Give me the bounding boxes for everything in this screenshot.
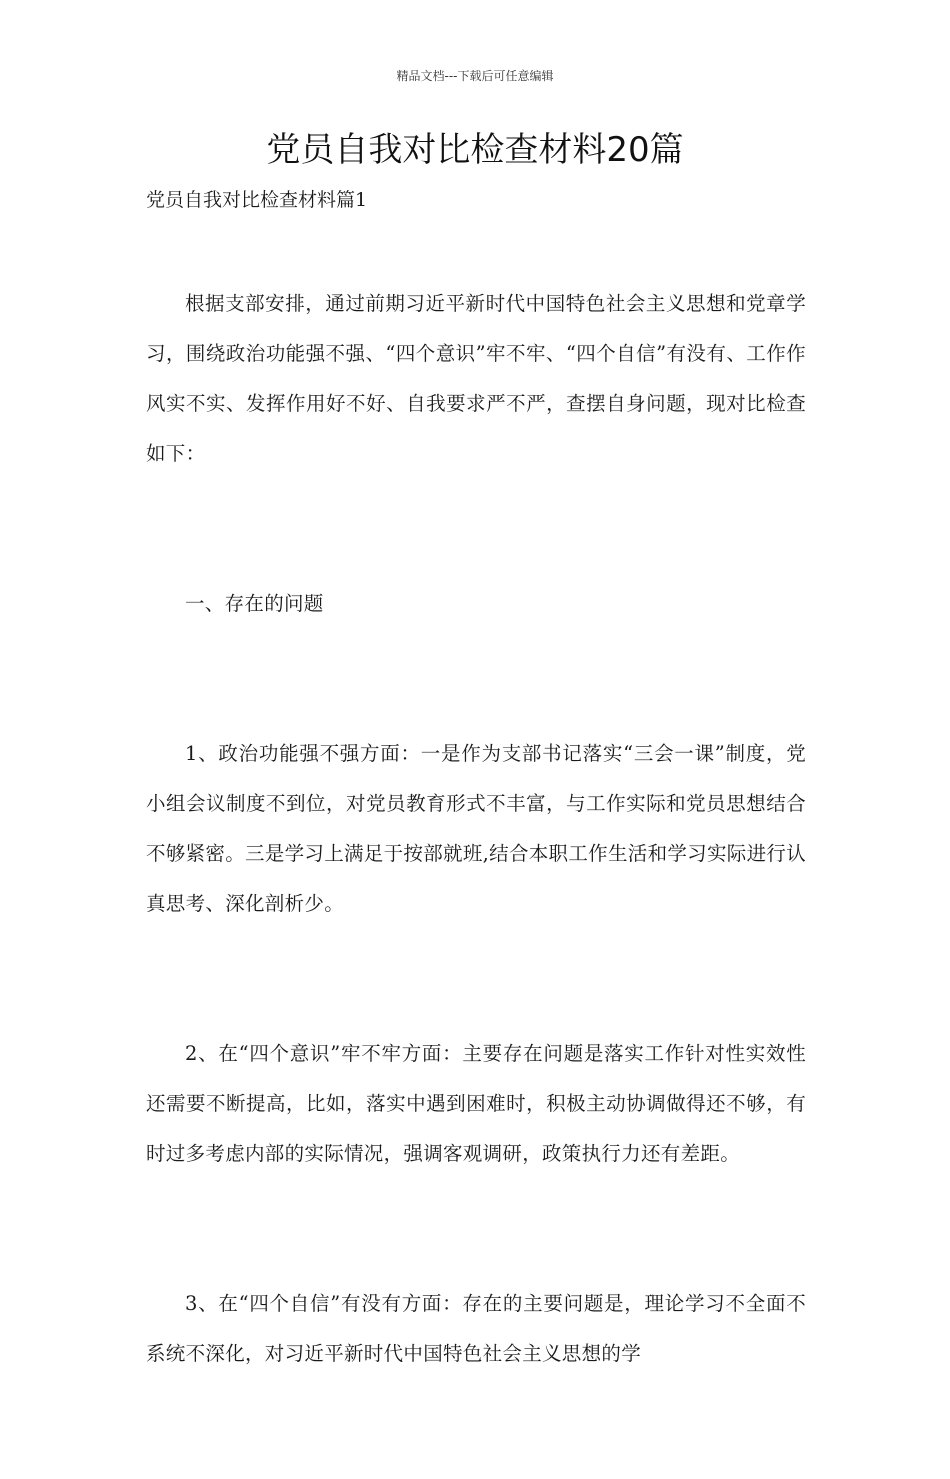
paragraph-item-1: 1、政治功能强不强方面：一是作为支部书记落实“三会一课”制度，党小组会议制度不到位，对党员教育形式不丰富，与工作实际和党员思想结合不够紧密。三是学习上满足于按部就班,结合本职工作生活和学习实际进行认真思考、深化剖析少。 (146, 742, 806, 915)
header-note: 精品文档---下载后可任意编辑 (396, 69, 554, 83)
paragraph-item-2: 2、在“四个意识”牢不牢方面：主要存在问题是落实工作针对性实效性还需要不断提高，比如，落实中遇到困难时，积极主动协调做得还不够，有时过多考虑内部的实际情况，强调客观调研，政策执行力还有差距。 (146, 1042, 806, 1165)
paragraph-item-3: 3、在“四个自信”有没有方面：存在的主要问题是，理论学习不全面不系统不深化，对习近平新时代中国特色社会主义思想的学 (146, 1292, 806, 1365)
document-body (146, 279, 806, 1479)
section-title: 党员自我对比检查材料篇1 (146, 189, 368, 211)
paragraph-intro: 根据支部安排，通过前期习近平新时代中国特色社会主义思想和党章学习，围绕政治功能强不强、“四个意识”牢不牢、“四个自信”有没有、工作作风实不实、发挥作用好不好、自我要求严不严，查摆自身问题，现对比检查如下： (146, 292, 806, 465)
paragraph-heading-problems: 一、存在的问题 (185, 592, 324, 615)
document-title: 党员自我对比检查材料20篇 (266, 130, 684, 170)
